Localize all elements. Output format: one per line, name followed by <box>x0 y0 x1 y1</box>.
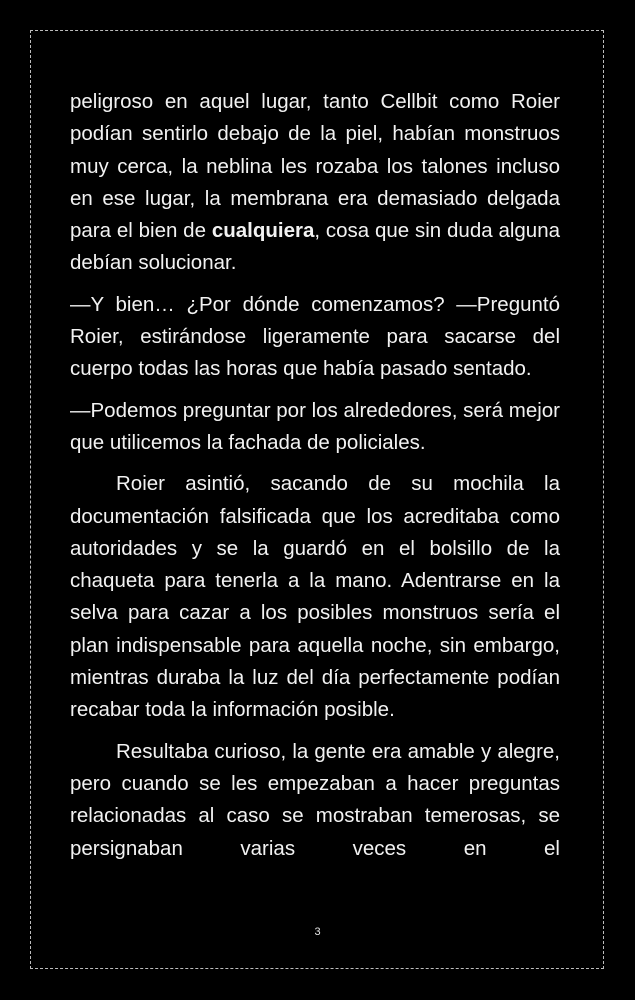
paragraph-5: Resultaba curioso, la gente era amable y alegre, pero cuando se les empezaban a hacer preguntas relacionadas al caso se mostraban temerosas, se persignaban varias veces en el <box>70 739 560 860</box>
paragraph-1-text-end: , cosa que sin duda alguna debían solucionar. <box>70 219 560 275</box>
paragraph-2: —Y bien… ¿Por dónde comenzamos? —Preguntó Roier, estirándose ligeramente para sacarse del cuerpo todas las horas que había pasado sentado. <box>70 292 560 381</box>
paragraph-1-text: peligroso en aquel lugar, tanto Cellbit como Roier podían sentirlo debajo de la piel, habían monstruos muy cerca, la neblina les rozaba los talones incluso en ese lugar, la membrana era demasiado delgada para el bien de <box>70 90 560 243</box>
page-number: 3 <box>314 926 321 938</box>
paragraph-1 <box>70 86 560 280</box>
paragraph-1-bold-word: cualquiera <box>211 219 315 243</box>
page-text-body <box>70 86 560 865</box>
paragraph-4: Roier asintió, sacando de su mochila la documentación falsificada que los acreditaba como autoridades y se la guardó en el bolsillo de la chaqueta para tenerla a la mano. Adentrarse en la selva para cazar a los posibles monstruos sería el plan indispensable para aquella noche, sin embargo, mientras duraba la luz del día perfectamente podían recabar toda la información posible. <box>70 472 560 722</box>
paragraph-3: —Podemos preguntar por los alrededores, será mejor que utilicemos la fachada de policiales. <box>70 398 560 454</box>
